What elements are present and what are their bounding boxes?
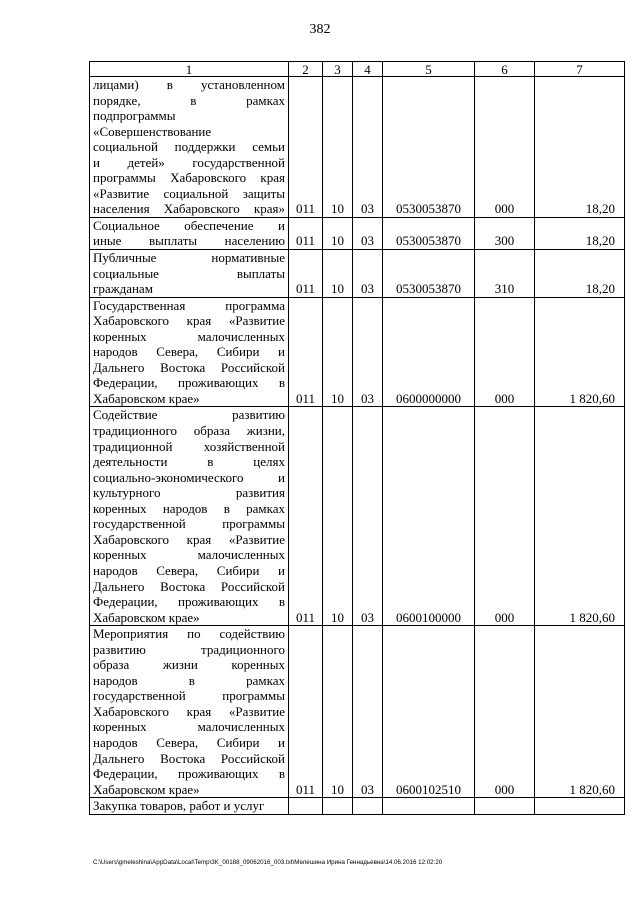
- cell-c6: [475, 798, 535, 815]
- column-header: 7: [535, 62, 625, 77]
- cell-c6: 000: [475, 407, 535, 626]
- description-line: «Совершенствование: [93, 123, 212, 139]
- cell-c2: 011: [289, 407, 323, 626]
- description-line: Содействие развитию: [93, 407, 285, 423]
- cell-c3: [323, 798, 353, 815]
- description-line: культурного развития: [93, 485, 285, 501]
- file-path-footer: C:\Users\gmeleshina\AppData\Local\Temp\3K_00188_09062016_003.txt\Мелешина Ирина Геннадьевна\14.06.2016 12:02:20: [93, 859, 443, 866]
- cell-c4: 03: [353, 407, 383, 626]
- description-line: Федерации, проживающих в: [93, 375, 285, 391]
- description-line: Закупка товаров, работ и услуг: [93, 798, 265, 814]
- cell-c3: 10: [323, 77, 353, 218]
- description-line: населения Хабаровского края»: [93, 201, 285, 217]
- description-line: Хабаровском крае»: [93, 390, 200, 406]
- cell-c2: 011: [289, 297, 323, 407]
- description-line: Хабаровского края «Развитие: [93, 703, 285, 719]
- description-line: Дальнего Востока Российской: [93, 359, 285, 375]
- description-line: подпрограммы: [93, 108, 176, 124]
- cell-c2: 011: [289, 217, 323, 249]
- description-line: коренных народов в рамках: [93, 500, 285, 516]
- cell-c4: 03: [353, 217, 383, 249]
- column-header: 6: [475, 62, 535, 77]
- page-number: 382: [309, 22, 331, 37]
- description-line: образа жизни коренных: [93, 657, 285, 673]
- description-line: социальные выплаты: [93, 265, 285, 281]
- column-header: 1: [90, 62, 289, 77]
- cell-c2: 011: [289, 250, 323, 298]
- table-row: [90, 297, 625, 407]
- row-description: [90, 77, 289, 218]
- description-line: Публичные нормативные: [93, 250, 285, 266]
- description-line: Социальное обеспечение и: [93, 217, 285, 233]
- description-line: деятельности в целях: [93, 454, 285, 470]
- description-line: порядке, в рамках: [93, 92, 285, 108]
- cell-c5: 0530053870: [383, 77, 475, 218]
- cell-c5: 0530053870: [383, 250, 475, 298]
- row-description: [90, 297, 289, 407]
- cell-c6: 000: [475, 77, 535, 218]
- description-line: государственной программы: [93, 516, 285, 532]
- description-line: программы Хабаровского края: [93, 170, 285, 186]
- description-line: традиционного образа жизни,: [93, 423, 285, 439]
- cell-c3: 10: [323, 297, 353, 407]
- cell-c5: 0600000000: [383, 297, 475, 407]
- cell-c6: 310: [475, 250, 535, 298]
- description-line: народов Севера, Сибири и: [93, 562, 285, 578]
- description-line: Дальнего Востока Российской: [93, 750, 285, 766]
- description-line: коренных малочисленных: [93, 719, 285, 735]
- table-row: [90, 798, 625, 815]
- cell-c7: 18,20: [535, 77, 625, 218]
- cell-c7: [535, 798, 625, 815]
- description-line: лицами) в установленном: [93, 77, 285, 92]
- cell-c3: 10: [323, 250, 353, 298]
- column-header: 5: [383, 62, 475, 77]
- description-line: государственной программы: [93, 688, 285, 704]
- description-line: традиционной хозяйственной: [93, 438, 285, 454]
- description-line: Хабаровском крае»: [93, 609, 200, 625]
- cell-c4: 03: [353, 250, 383, 298]
- table-row: [90, 407, 625, 626]
- cell-c6: 300: [475, 217, 535, 249]
- table-row: [90, 250, 625, 298]
- cell-c4: [353, 798, 383, 815]
- description-line: Мероприятия по содействию: [93, 626, 285, 642]
- cell-c5: [383, 798, 475, 815]
- row-description: [90, 407, 289, 626]
- description-line: развитию традиционного: [93, 641, 285, 657]
- cell-c4: 03: [353, 77, 383, 218]
- description-line: иные выплаты населению: [93, 233, 285, 249]
- description-line: социальной поддержки семьи: [93, 139, 285, 155]
- table-row: [90, 626, 625, 798]
- row-description: [90, 798, 289, 815]
- description-line: коренных малочисленных: [93, 328, 285, 344]
- cell-c4: 03: [353, 297, 383, 407]
- description-line: социально-экономического и: [93, 469, 285, 485]
- description-line: народов в рамках: [93, 672, 285, 688]
- description-line: Хабаровского края «Развитие: [93, 313, 285, 329]
- description-line: Федерации, проживающих в: [93, 594, 285, 610]
- description-line: народов Севера, Сибири и: [93, 344, 285, 360]
- cell-c2: 011: [289, 77, 323, 218]
- cell-c3: 10: [323, 626, 353, 798]
- table-row: [90, 77, 625, 218]
- cell-c7: 1 820,60: [535, 297, 625, 407]
- description-line: народов Севера, Сибири и: [93, 734, 285, 750]
- description-line: Хабаровского края «Развитие: [93, 531, 285, 547]
- cell-c3: 10: [323, 407, 353, 626]
- cell-c7: 18,20: [535, 217, 625, 249]
- description-line: Дальнего Востока Российской: [93, 578, 285, 594]
- row-description: [90, 217, 289, 249]
- column-header: 2: [289, 62, 323, 77]
- cell-c5: 0530053870: [383, 217, 475, 249]
- cell-c3: 10: [323, 217, 353, 249]
- description-line: и детей» государственной: [93, 154, 285, 170]
- description-line: Хабаровском крае»: [93, 781, 200, 797]
- description-line: гражданам: [93, 281, 153, 297]
- cell-c4: 03: [353, 626, 383, 798]
- cell-c6: 000: [475, 297, 535, 407]
- description-line: «Развитие социальной защиты: [93, 185, 285, 201]
- cell-c5: 0600100000: [383, 407, 475, 626]
- cell-c6: 000: [475, 626, 535, 798]
- cell-c2: 011: [289, 626, 323, 798]
- row-description: [90, 250, 289, 298]
- cell-c7: 1 820,60: [535, 626, 625, 798]
- column-header: 4: [353, 62, 383, 77]
- description-line: коренных малочисленных: [93, 547, 285, 563]
- cell-c7: 18,20: [535, 250, 625, 298]
- cell-c2: [289, 798, 323, 815]
- description-line: Государственная программа: [93, 297, 285, 313]
- cell-c7: 1 820,60: [535, 407, 625, 626]
- column-header: 3: [323, 62, 353, 77]
- table-row: [90, 217, 625, 249]
- cell-c5: 0600102510: [383, 626, 475, 798]
- row-description: [90, 626, 289, 798]
- table-header-row: [90, 62, 625, 77]
- description-line: Федерации, проживающих в: [93, 766, 285, 782]
- budget-table: [89, 61, 625, 815]
